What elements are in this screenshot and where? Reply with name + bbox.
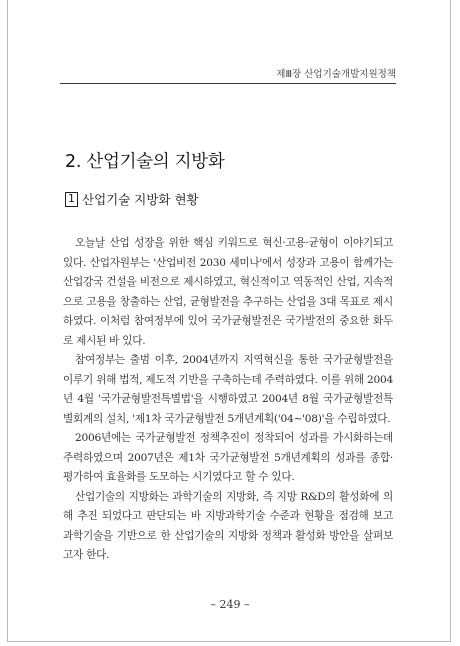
paragraph-4: 산업기술의 지방화는 과학기술의 지방화, 즉 지방 R&D의 활성화에 의해 추진 되었다고 판단되는 바 지방과학기술 수준과 현황을 점검해 보고 과학기술을 기반으로 한 산업기술의 지방화 정책과 활성화 방안을 살펴보고자 한다. — [63, 490, 393, 561]
paragraph-2: 참여정부는 출범 이후, 2004년까지 지역혁신을 통한 국가균형발전을 이루기 위해 법적, 제도적 기반을 구축하는데 주력하였다. 이를 위해 2004년 4월 '국가균형발전특별법'을 시행하였고 2004년 8월 국가균형발전특별회계의 설치, '제1차 국가균형발전 5개년계획('04~'08)'을 수립하였다. — [63, 354, 393, 425]
running-header — [60, 62, 396, 84]
page-number: – 249 – — [210, 598, 250, 611]
subsection-number-box: 1 — [65, 192, 78, 207]
subsection-heading — [65, 190, 199, 208]
section-title: 2. 산업기술의 지방화 — [65, 152, 225, 172]
subsection-title: 산업기술 지방화 현황 — [82, 192, 199, 207]
body-text — [63, 234, 393, 566]
running-header-title: 제Ⅲ장 산업기술개발지원정책 — [276, 69, 396, 80]
paragraph-1: 오늘날 산업 성장을 위한 핵심 키워드로 혁신·고용·균형이 이야기되고 있다. 산업자원부는 '산업비전 2030 세미나'에서 성장과 고용이 함께가는 산업강국 건설을 비전으로 제시하였고, 혁신적이고 역동적인 산업, 지속적으로 고용을 창출하는 산업, 균형발전을 추구하는 산업을 3대 목표로 제시하였다. 이처럼 참여정부에 있어 국가균형발전은 국가발전의 중요한 화두로 제시된 바 있다. — [63, 237, 393, 347]
paragraph-3: 2006년에는 국가균형발전 정책추진이 정착되어 성과를 가시화하는데 주력하였으며 2007년은 제1차 국가균형발전 5개년계획의 성과를 종합·평가하여 효율화를 도모하는 시기였다고 할 수 있다. — [63, 432, 393, 483]
